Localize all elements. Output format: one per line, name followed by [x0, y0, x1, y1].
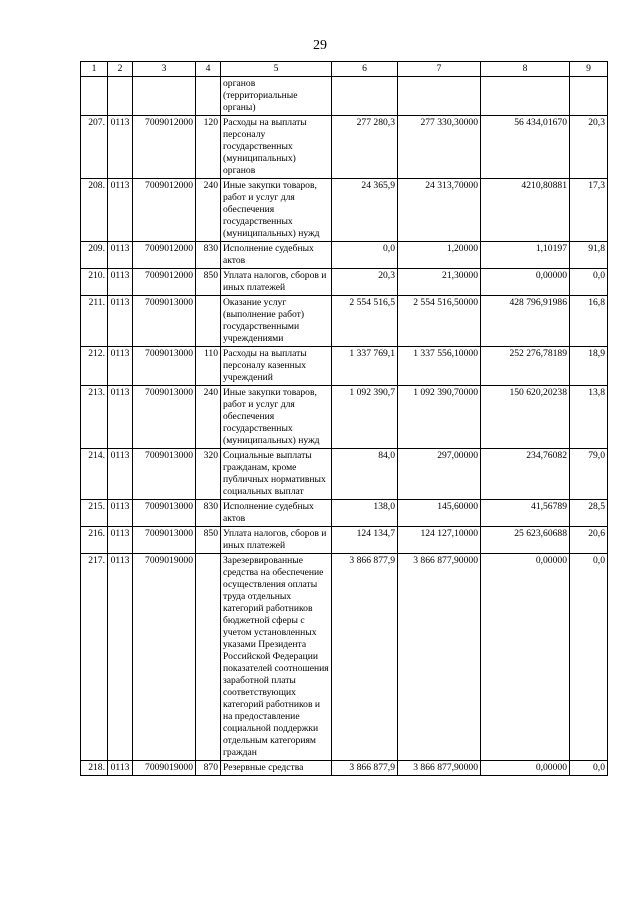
table-row [81, 554, 608, 761]
approved-amount: 1,20000 [398, 242, 481, 269]
page-number: 29 [313, 38, 327, 53]
expense-type-code [196, 77, 221, 116]
planned-amount: 20,3 [332, 269, 398, 296]
row-number: 207. [81, 116, 108, 179]
column-header: 9 [570, 62, 608, 77]
table-row [81, 527, 608, 554]
expense-type-code: 830 [196, 500, 221, 527]
row-number: 209. [81, 242, 108, 269]
section-code: 0113 [108, 179, 133, 242]
row-number: 218. [81, 761, 108, 776]
planned-amount: 24 365,9 [332, 179, 398, 242]
expense-name: Уплата налогов, сборов и иных платежей [221, 269, 332, 296]
column-header: 4 [196, 62, 221, 77]
target-article-code: 7009012000 [133, 269, 196, 296]
target-article-code: 7009013000 [133, 449, 196, 500]
section-code: 0113 [108, 347, 133, 386]
approved-amount: 277 330,30000 [398, 116, 481, 179]
approved-amount [398, 77, 481, 116]
row-number: 215. [81, 500, 108, 527]
executed-amount: 252 276,78189 [481, 347, 570, 386]
executed-amount: 56 434,01670 [481, 116, 570, 179]
expense-name: Иные закупки товаров, работ и услуг для обеспечения государственных (муниципальных) нужд [221, 386, 332, 449]
approved-amount: 21,30000 [398, 269, 481, 296]
executed-amount: 0,00000 [481, 761, 570, 776]
target-article-code: 7009013000 [133, 347, 196, 386]
row-number: 212. [81, 347, 108, 386]
row-number: 210. [81, 269, 108, 296]
approved-amount: 145,60000 [398, 500, 481, 527]
target-article-code: 7009013000 [133, 527, 196, 554]
execution-percent: 0,0 [570, 761, 608, 776]
expense-name: Зарезервированные средства на обеспечение осуществления оплаты труда отдельных категорий работников бюджетной сферы с учетом установленных указами Президента Российской Федерации показателей соотношения заработной платы соответствующих категорий работников и на предоставление социальной поддержки отдельным категориям граждан [221, 554, 332, 761]
expense-type-code: 240 [196, 386, 221, 449]
executed-amount: 1,10197 [481, 242, 570, 269]
expense-name: Расходы на выплаты персоналу казенных учреждений [221, 347, 332, 386]
expense-type-code: 850 [196, 527, 221, 554]
planned-amount [332, 77, 398, 116]
section-code: 0113 [108, 242, 133, 269]
planned-amount: 84,0 [332, 449, 398, 500]
approved-amount: 3 866 877,90000 [398, 554, 481, 761]
column-header: 3 [133, 62, 196, 77]
target-article-code: 7009013000 [133, 296, 196, 347]
execution-percent: 17,3 [570, 179, 608, 242]
execution-percent: 20,3 [570, 116, 608, 179]
executed-amount: 428 796,91986 [481, 296, 570, 347]
table-row [81, 386, 608, 449]
expense-name: Расходы на выплаты персоналу государственных (муниципальных) органов [221, 116, 332, 179]
target-article-code: 7009019000 [133, 761, 196, 776]
planned-amount: 3 866 877,9 [332, 761, 398, 776]
expense-type-code [196, 296, 221, 347]
column-header: 6 [332, 62, 398, 77]
row-number: 213. [81, 386, 108, 449]
executed-amount: 0,00000 [481, 554, 570, 761]
table-row [81, 116, 608, 179]
execution-percent: 13,8 [570, 386, 608, 449]
planned-amount: 2 554 516,5 [332, 296, 398, 347]
column-header: 1 [81, 62, 108, 77]
section-code [108, 77, 133, 116]
expense-name: Оказание услуг (выполнение работ) государственными учреждениями [221, 296, 332, 347]
row-number [81, 77, 108, 116]
executed-amount: 0,00000 [481, 269, 570, 296]
column-header: 2 [108, 62, 133, 77]
expense-name: Иные закупки товаров, работ и услуг для обеспечения государственных (муниципальных) нужд [221, 179, 332, 242]
executed-amount: 25 623,60688 [481, 527, 570, 554]
executed-amount: 150 620,20238 [481, 386, 570, 449]
target-article-code: 7009012000 [133, 116, 196, 179]
execution-percent: 91,8 [570, 242, 608, 269]
planned-amount: 124 134,7 [332, 527, 398, 554]
row-number: 214. [81, 449, 108, 500]
expense-type-code: 850 [196, 269, 221, 296]
expense-type-code: 110 [196, 347, 221, 386]
approved-amount: 1 092 390,70000 [398, 386, 481, 449]
planned-amount: 3 866 877,9 [332, 554, 398, 761]
row-number: 211. [81, 296, 108, 347]
expense-type-code: 830 [196, 242, 221, 269]
section-code: 0113 [108, 500, 133, 527]
header-row [81, 62, 608, 77]
expense-name: органов (территориальные органы) [221, 77, 332, 116]
budget-table [80, 61, 608, 776]
table-row [81, 179, 608, 242]
execution-percent: 20,6 [570, 527, 608, 554]
target-article-code [133, 77, 196, 116]
expense-name: Социальные выплаты гражданам, кроме публичных нормативных социальных выплат [221, 449, 332, 500]
approved-amount: 3 866 877,90000 [398, 761, 481, 776]
section-code: 0113 [108, 116, 133, 179]
execution-percent: 16,8 [570, 296, 608, 347]
execution-percent: 0,0 [570, 269, 608, 296]
planned-amount: 277 280,3 [332, 116, 398, 179]
execution-percent: 0,0 [570, 554, 608, 761]
executed-amount [481, 77, 570, 116]
table-row [81, 242, 608, 269]
target-article-code: 7009013000 [133, 386, 196, 449]
table-row [81, 269, 608, 296]
target-article-code: 7009019000 [133, 554, 196, 761]
row-number: 216. [81, 527, 108, 554]
column-header: 5 [221, 62, 332, 77]
planned-amount: 1 337 769,1 [332, 347, 398, 386]
execution-percent: 79,0 [570, 449, 608, 500]
target-article-code: 7009013000 [133, 500, 196, 527]
expense-name: Уплата налогов, сборов и иных платежей [221, 527, 332, 554]
expense-type-code: 870 [196, 761, 221, 776]
approved-amount: 2 554 516,50000 [398, 296, 481, 347]
table-row [81, 500, 608, 527]
executed-amount: 4210,80881 [481, 179, 570, 242]
section-code: 0113 [108, 527, 133, 554]
approved-amount: 1 337 556,10000 [398, 347, 481, 386]
planned-amount: 138,0 [332, 500, 398, 527]
executed-amount: 41,56789 [481, 500, 570, 527]
table-row [81, 347, 608, 386]
execution-percent [570, 77, 608, 116]
row-number: 217. [81, 554, 108, 761]
table-row [81, 77, 608, 116]
expense-type-code: 120 [196, 116, 221, 179]
expense-name: Исполнение судебных актов [221, 500, 332, 527]
table-row [81, 449, 608, 500]
execution-percent: 18,9 [570, 347, 608, 386]
planned-amount: 1 092 390,7 [332, 386, 398, 449]
expense-name: Исполнение судебных актов [221, 242, 332, 269]
section-code: 0113 [108, 296, 133, 347]
column-header: 8 [481, 62, 570, 77]
approved-amount: 124 127,10000 [398, 527, 481, 554]
table-row [81, 296, 608, 347]
target-article-code: 7009012000 [133, 179, 196, 242]
section-code: 0113 [108, 761, 133, 776]
expense-type-code: 320 [196, 449, 221, 500]
expense-type-code: 240 [196, 179, 221, 242]
section-code: 0113 [108, 554, 133, 761]
column-header: 7 [398, 62, 481, 77]
target-article-code: 7009012000 [133, 242, 196, 269]
expense-name: Резервные средства [221, 761, 332, 776]
planned-amount: 0,0 [332, 242, 398, 269]
execution-percent: 28,5 [570, 500, 608, 527]
approved-amount: 24 313,70000 [398, 179, 481, 242]
expense-type-code [196, 554, 221, 761]
section-code: 0113 [108, 386, 133, 449]
table-row [81, 761, 608, 776]
row-number: 208. [81, 179, 108, 242]
section-code: 0113 [108, 449, 133, 500]
approved-amount: 297,00000 [398, 449, 481, 500]
executed-amount: 234,76082 [481, 449, 570, 500]
section-code: 0113 [108, 269, 133, 296]
